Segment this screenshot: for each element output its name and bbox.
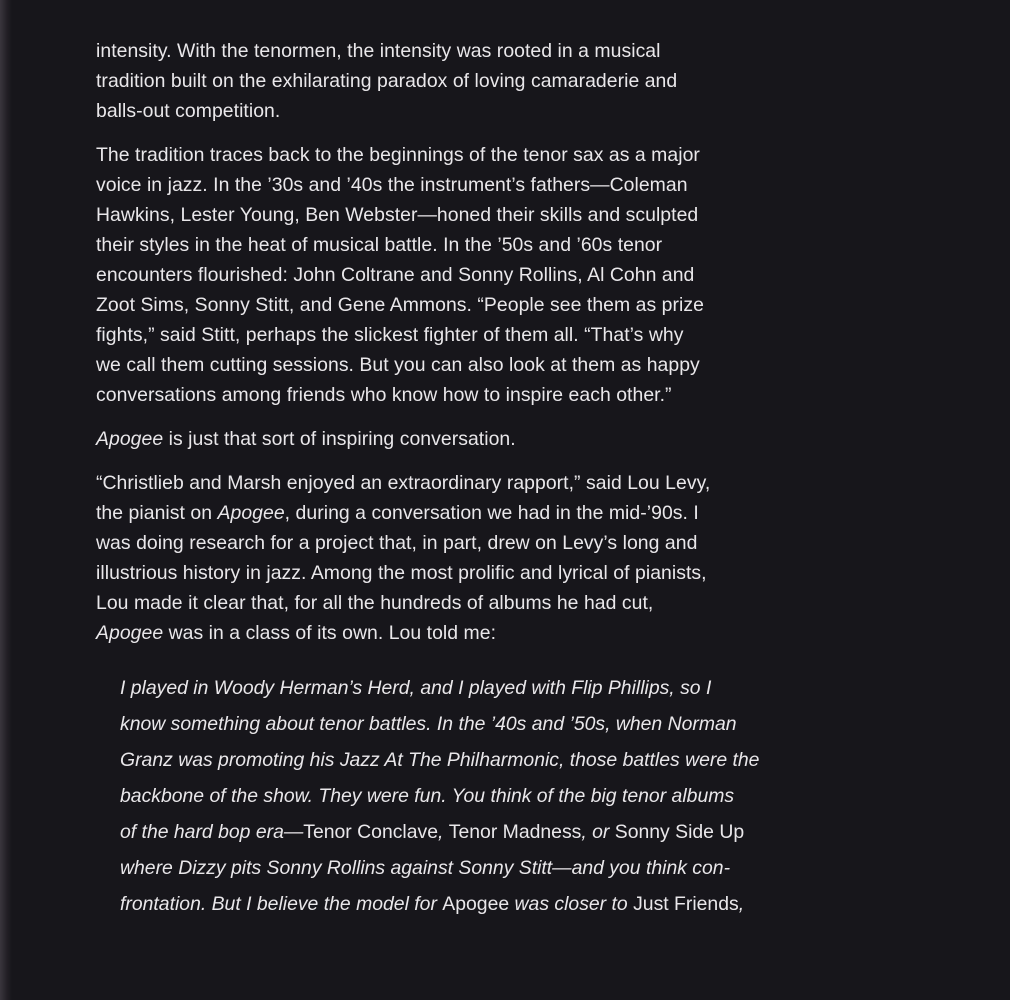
text-run: the pianist on bbox=[96, 502, 218, 524]
text-line bbox=[96, 498, 856, 528]
text-run: , during a conversation we had in the mid-’90s. I bbox=[284, 502, 699, 524]
text-run: was closer to bbox=[509, 893, 634, 915]
quote-line: backbone of the show. They were fun. You think of the big tenor albums bbox=[120, 785, 735, 807]
album-title: Apogee bbox=[96, 428, 164, 450]
text-run: , or bbox=[581, 821, 615, 843]
text-run: was in a class of its own. Lou told me: bbox=[163, 622, 497, 644]
text-line: conversations among friends who know how to inspire each other.” bbox=[96, 384, 672, 406]
text-line: voice in jazz. In the ’30s and ’40s the instrument’s fathers—Coleman bbox=[96, 174, 688, 196]
text-line: The tradition traces back to the beginnings of the tenor sax as a major bbox=[96, 144, 700, 166]
album-title: Apogee bbox=[442, 893, 510, 915]
text-run: is just that sort of inspiring conversation. bbox=[163, 428, 516, 450]
text-line: Lou made it clear that, for all the hundreds of albums he had cut, bbox=[96, 592, 654, 614]
text-line bbox=[96, 618, 856, 648]
text-line: balls-out competition. bbox=[96, 100, 281, 122]
text-run: of the hard bop era— bbox=[120, 821, 304, 843]
paragraph-tradition bbox=[96, 140, 856, 410]
paragraph-intensity bbox=[96, 36, 856, 126]
quote-line bbox=[120, 886, 856, 922]
text-line: encounters flourished: John Coltrane and Sonny Rollins, Al Cohn and bbox=[96, 264, 695, 286]
paragraph-apogee bbox=[96, 424, 856, 454]
album-title: Tenor Conclave bbox=[303, 821, 438, 843]
text-line: we call them cutting sessions. But you can also look at them as happy bbox=[96, 354, 700, 376]
quote-line bbox=[120, 814, 856, 850]
document-page bbox=[96, 36, 856, 922]
text-line: intensity. With the tenormen, the intensity was rooted in a musical bbox=[96, 40, 661, 62]
text-line: Hawkins, Lester Young, Ben Webster—honed their skills and sculpted bbox=[96, 204, 699, 226]
paragraph-rapport bbox=[96, 468, 856, 648]
text-line bbox=[96, 424, 856, 454]
quote-line: Granz was promoting his Jazz At The Philharmonic, those battles were the bbox=[120, 749, 760, 771]
quote-line: I played in Woody Herman’s Herd, and I played with Flip Phillips, so I bbox=[120, 677, 712, 699]
text-line: illustrious history in jazz. Among the most prolific and lyrical of pianists, bbox=[96, 562, 707, 584]
text-run: , bbox=[738, 893, 745, 915]
album-title: Sonny Side Up bbox=[614, 821, 745, 843]
text-line: was doing research for a project that, in part, drew on Levy’s long and bbox=[96, 532, 698, 554]
text-line: Zoot Sims, Sonny Stitt, and Gene Ammons. “People see them as prize bbox=[96, 294, 704, 316]
text-line: “Christlieb and Marsh enjoyed an extraordinary rapport,” said Lou Levy, bbox=[96, 472, 711, 494]
album-title: Just Friends bbox=[633, 893, 739, 915]
album-title: Apogee bbox=[217, 502, 285, 524]
page-edge bbox=[0, 0, 12, 1000]
album-title: Tenor Madness bbox=[448, 821, 582, 843]
quote-line: where Dizzy pits Sonny Rollins against Sonny Stitt—and you think con- bbox=[120, 857, 731, 879]
album-title: Apogee bbox=[96, 622, 164, 644]
text-run: frontation. But I believe the model for bbox=[120, 893, 443, 915]
text-line: fights,” said Stitt, perhaps the slickest fighter of them all. “That’s why bbox=[96, 324, 684, 346]
block-quote bbox=[120, 670, 856, 922]
quote-line: know something about tenor battles. In the ’40s and ’50s, when Norman bbox=[120, 713, 737, 735]
text-line: their styles in the heat of musical battle. In the ’50s and ’60s tenor bbox=[96, 234, 663, 256]
text-run: , bbox=[438, 821, 449, 843]
text-line: tradition built on the exhilarating paradox of loving camaraderie and bbox=[96, 70, 678, 92]
